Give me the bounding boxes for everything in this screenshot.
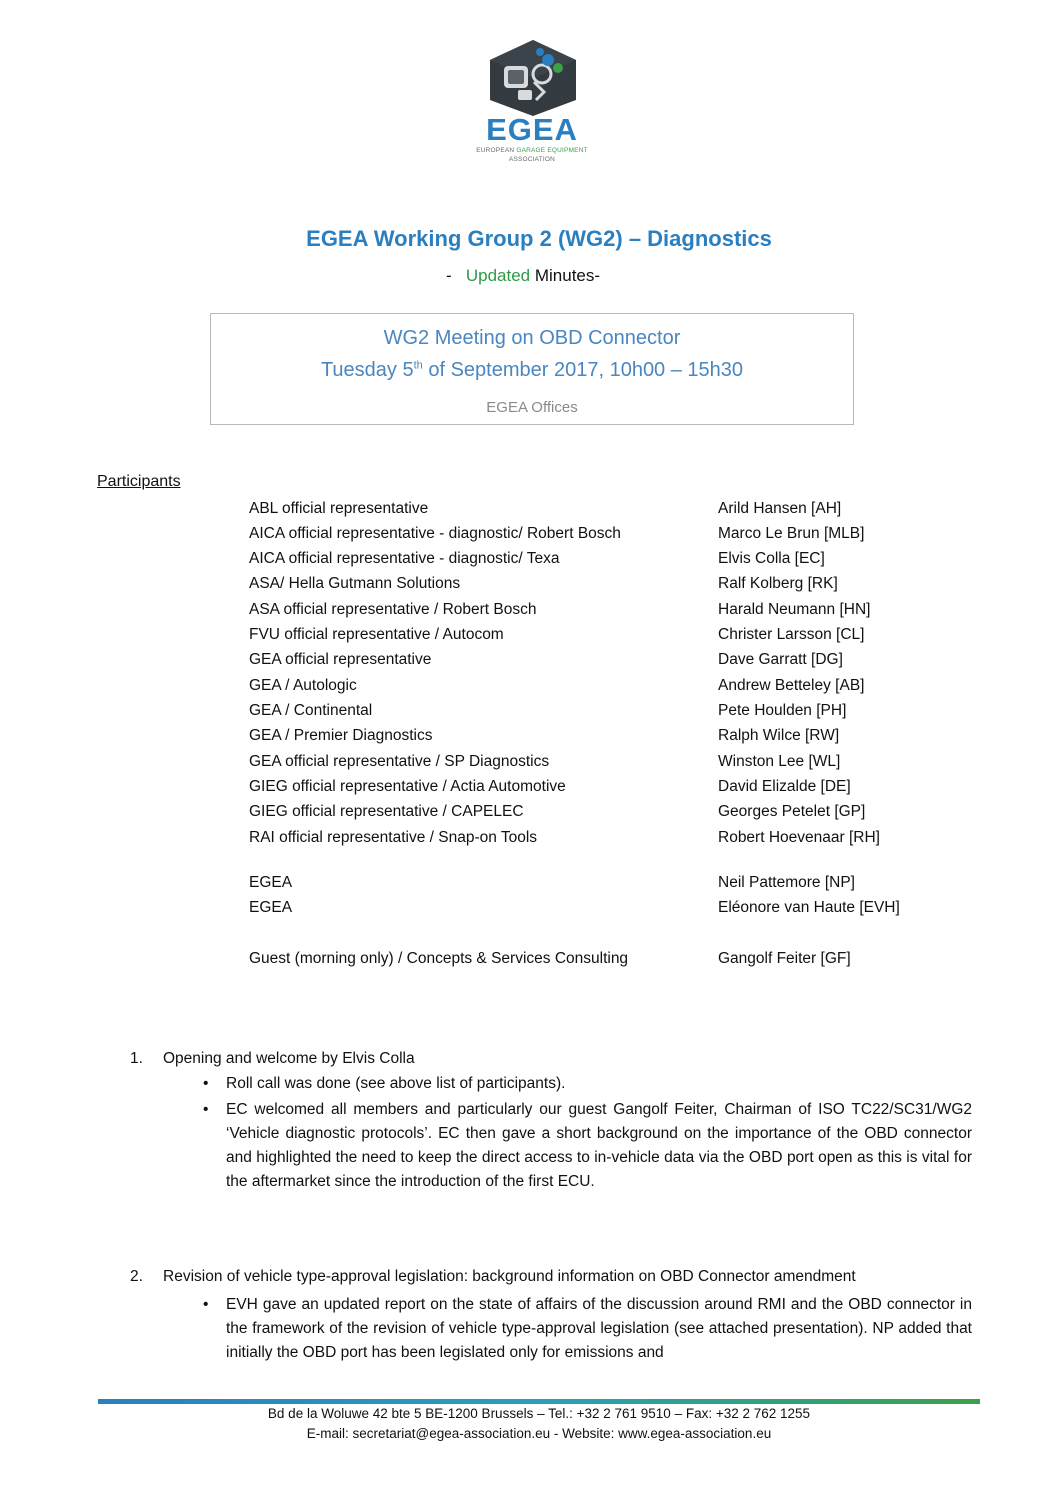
participant-name: Ralph Wilce [RW] [718,727,840,744]
participant-org: Guest (morning only) / Concepts & Services Consulting [249,950,629,967]
section-number: 2. [130,1268,143,1285]
participant-org: FVU official representative / Autocom [249,626,504,643]
meeting-date-rest: of September 2017, 10h00 – 15h30 [422,359,744,381]
section-title: Opening and welcome by Elvis Colla [163,1050,415,1067]
participant-org: EGEA [249,874,293,891]
participant-org: ASA official representative / Robert Bosch [249,601,537,618]
logo-tagline-green: GARAGE EQUIPMENT [516,147,588,154]
participant-name: Ralf Kolberg [RK] [718,575,838,592]
meeting-location: EGEA Offices [486,399,578,416]
participant-org: ASA/ Hella Gutmann Solutions [249,575,461,592]
footer-contact: E-mail: secretariat@egea-association.eu - Website: www.egea-association.eu [306,1426,772,1441]
participant-name: Robert Hoevenaar [RH] [718,829,880,846]
bullet-text: EVH gave an updated report on the state of affairs of the discussion around RMI and the OBD connector in the framework of the revision of vehicle type-approval legislation (see attached presentation). NP added that initially the OBD port has been legislated only for emissions and [226,1296,972,1361]
meeting-date [211,359,853,382]
document-title: EGEA Working Group 2 (WG2) – Diagnostics [306,226,772,251]
participant-name: Eléonore van Haute [EVH] [718,899,900,916]
participant-org: GEA official representative / SP Diagnostics [249,753,550,770]
footer-address: Bd de la Woluwe 42 bte 5 BE-1200 Brussels – Tel.: +32 2 761 9510 – Fax: +32 2 762 1255 [267,1406,811,1421]
section-heading [130,1268,856,1286]
participant-org: EGEA [249,899,293,916]
bullet-text: Roll call was done (see above list of participants). [226,1075,566,1092]
participant-name: Georges Petelet [GP] [718,803,866,820]
participant-name: Marco Le Brun [MLB] [718,525,865,542]
meeting-date-suffix: th [413,359,423,372]
participant-org: ABL official representative [249,500,429,517]
section-number: 1. [130,1050,143,1067]
participant-name: Elvis Colla [EC] [718,550,825,567]
participant-org: RAI official representative / Snap-on Tools [249,829,538,846]
subtitle-updated: Updated [465,266,531,285]
document-subtitle [446,266,600,286]
participant-org: GEA / Continental [249,702,373,719]
participant-org: GIEG official representative / CAPELEC [249,803,524,820]
bullet-icon: • [203,1075,209,1092]
logo-tagline-part: EUROPEAN [476,147,515,154]
logo-tagline [466,146,598,164]
participant-org: GEA / Autologic [249,677,357,694]
participant-name: David Elizalde [DE] [718,778,851,795]
participant-name: Pete Houlden [PH] [718,702,847,719]
logo-wordmark: EGEA [486,112,578,147]
meeting-info-box [210,313,854,425]
participant-org: AICA official representative - diagnostic/ Texa [249,550,560,567]
participant-org: AICA official representative - diagnostic/ Robert Bosch [249,525,621,542]
participant-name: Christer Larsson [CL] [718,626,865,643]
subtitle-dash: - [446,266,466,285]
participant-name: Andrew Betteley [AB] [718,677,865,694]
participant-name: Dave Garratt [DG] [718,651,843,668]
meeting-date-day: Tuesday 5 [320,359,414,381]
participant-org: GIEG official representative / Actia Automotive [249,778,566,795]
subtitle-minutes: Minutes- [530,266,601,285]
participant-org: GEA official representative [249,651,432,668]
participant-org: GEA / Premier Diagnostics [249,727,433,744]
section-heading [130,1050,415,1068]
bullet-icon: • [203,1101,209,1118]
logo-tagline-part: ASSOCIATION [508,156,556,163]
bullet-text: EC welcomed all members and particularly our guest Gangolf Feiter, Chairman of ISO TC22/SC31/WG2 ‘Vehicle diagnostic protocols’. EC then gave a short background on the importance of the OBD connector and highlighted the need to keep the direct access to in-vehicle data via the OBD port open as this is vital for the aftermarket since the introduction of the first ECU. [226,1101,972,1190]
participant-name: Neil Pattemore [NP] [718,874,855,891]
participant-name: Gangolf Feiter [GF] [718,950,851,967]
participant-name: Arild Hansen [AH] [718,500,842,517]
section-title: Revision of vehicle type-approval legislation: background information on OBD Connector amendment [163,1268,856,1285]
footer-divider [98,1399,980,1404]
meeting-title: WG2 Meeting on OBD Connector [383,327,681,349]
participant-name: Winston Lee [WL] [718,753,841,770]
logo-hexagon-icon [478,38,588,118]
participant-name: Harald Neumann [HN] [718,601,871,618]
participants-heading: Participants [97,473,181,490]
bullet-icon: • [203,1296,209,1313]
